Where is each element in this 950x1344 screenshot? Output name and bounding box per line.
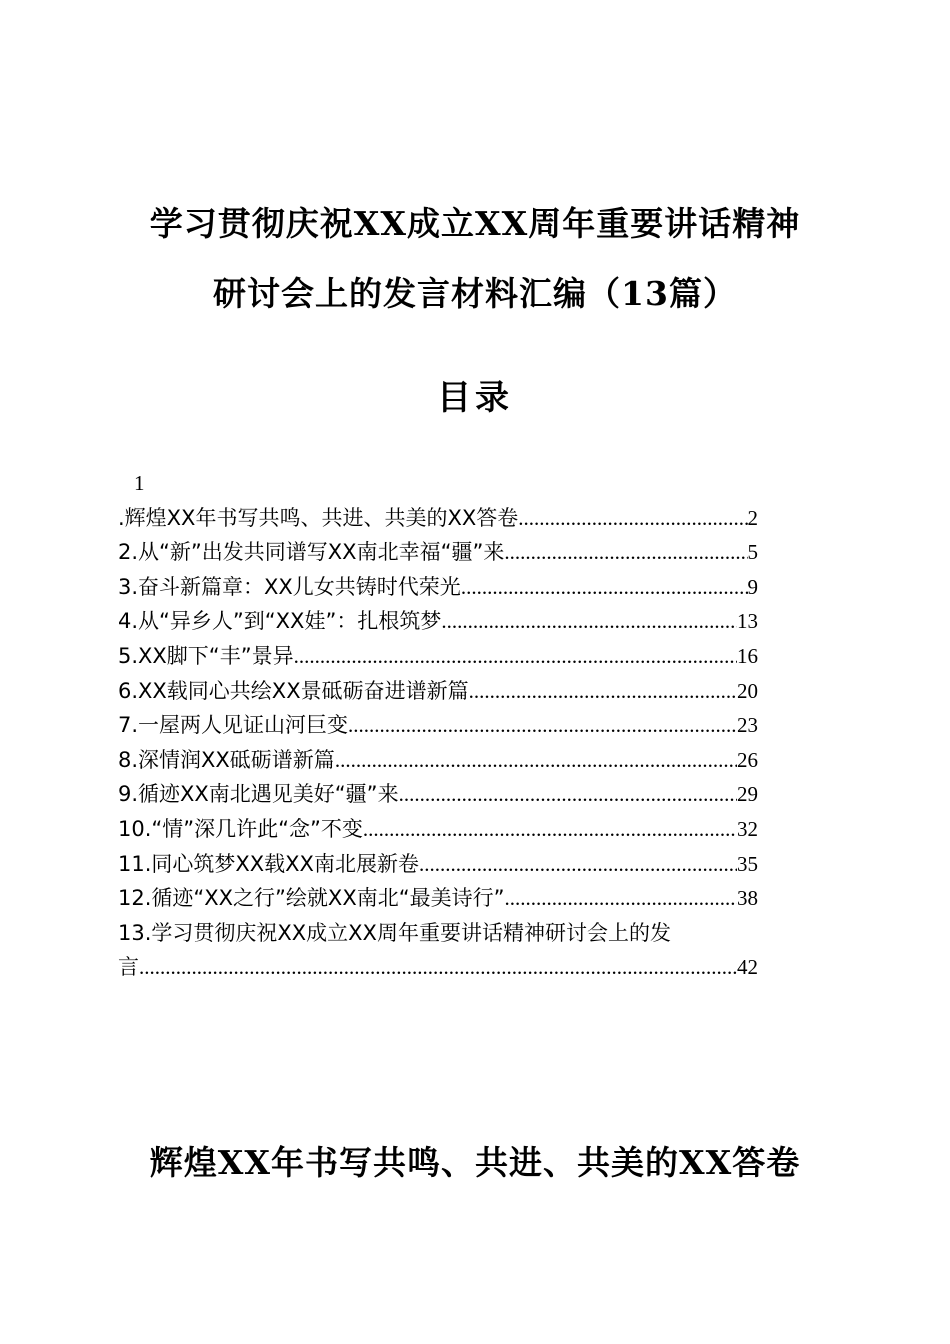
toc-entry-page: 9	[747, 574, 758, 599]
toc-entry[interactable]	[118, 639, 758, 674]
table-of-contents	[118, 466, 830, 985]
toc-entry-label: 10.“情”深几许此“念”不变	[118, 816, 363, 841]
toc-leader-dots	[469, 674, 737, 709]
toc-entry-label: 11.同心筑梦XX载XX南北展新卷	[118, 851, 419, 876]
toc-entry[interactable]	[118, 743, 758, 778]
toc-leader-dots	[441, 604, 737, 639]
toc-entry[interactable]	[118, 847, 758, 882]
toc-entry[interactable]	[118, 604, 758, 639]
toc-entry-page: 2	[747, 505, 758, 530]
toc-entry[interactable]	[118, 881, 758, 916]
toc-entry-page: 35	[737, 851, 758, 876]
toc-entry-label: 7.一屋两人见证山河巨变	[118, 713, 349, 738]
toc-entry-page: 16	[737, 643, 758, 668]
toc-entry-page: 29	[737, 782, 758, 807]
toc-entry-page: 23	[737, 713, 758, 738]
toc-leader-dots	[363, 812, 737, 847]
section-title: 辉煌XX年书写共鸣、共进、共美的XX答卷	[149, 1143, 801, 1182]
toc-entry-label: 8.深情润XX砥砺谱新篇	[118, 747, 335, 772]
toc-entry-page: 13	[737, 609, 758, 634]
toc-entry[interactable]	[118, 812, 758, 847]
toc-heading: 目录	[437, 378, 513, 418]
toc-leader-dots	[461, 570, 748, 605]
toc-leader-dots	[518, 501, 747, 536]
toc-entry[interactable]	[118, 535, 758, 570]
toc-entry-page: 42	[737, 955, 758, 980]
toc-entry[interactable]	[118, 708, 758, 743]
toc-entry-label: 2.从“新”出发共同谱写XX南北幸福“疆”来	[118, 540, 505, 565]
toc-leader-dots	[294, 639, 737, 674]
toc-entry-label: 4.从“异乡人”到“XX娃”：扎根筑梦	[118, 609, 442, 634]
toc-leader-dots	[335, 743, 737, 778]
toc-entry-label-line2: 言	[118, 955, 139, 980]
toc-entry-label: 3.奋斗新篇章：XX儿女共铸时代荣光	[118, 574, 461, 599]
toc-entry-page: 32	[737, 816, 758, 841]
toc-entry-label: 9.循迹XX南北遇见美好“疆”来	[118, 782, 399, 807]
toc-leader-dots	[139, 950, 737, 985]
toc-entry[interactable]	[118, 674, 758, 709]
toc-leader-dots	[419, 847, 737, 882]
document-title-line2: 研讨会上的发言材料汇编（13篇）	[213, 274, 737, 313]
toc-entry[interactable]	[118, 570, 758, 605]
toc-entry-label-line1[interactable]: 13.学习贯彻庆祝XX成立XX周年重要讲话精神研讨会上的发	[118, 920, 671, 945]
toc-entry-page: 5	[747, 540, 758, 565]
toc-leader-dots	[399, 777, 737, 812]
toc-entry-label: 5.XX脚下“丰”景异	[118, 643, 294, 668]
toc-entry-label: 6.XX载同心共绘XX景砥砺奋进谱新篇	[118, 678, 469, 703]
toc-entry-page: 26	[737, 747, 758, 772]
toc-entry[interactable]	[118, 777, 758, 812]
toc-entry[interactable]	[118, 501, 758, 536]
toc-leader-dots	[504, 881, 737, 916]
toc-leader-dots	[504, 535, 747, 570]
toc-entry-label: 12.循迹“XX之行”绘就XX南北“最美诗行”	[118, 886, 505, 911]
toc-entry-page: 38	[737, 886, 758, 911]
toc-leader-dots	[348, 708, 737, 743]
toc-first-number: 1	[134, 471, 145, 495]
toc-entry[interactable]	[118, 950, 758, 985]
document-title-line1: 学习贯彻庆祝XX成立XX周年重要讲话精神	[149, 204, 801, 243]
toc-entry-page: 20	[737, 678, 758, 703]
toc-entry-label: .辉煌XX年书写共鸣、共进、共美的XX答卷	[118, 505, 519, 530]
